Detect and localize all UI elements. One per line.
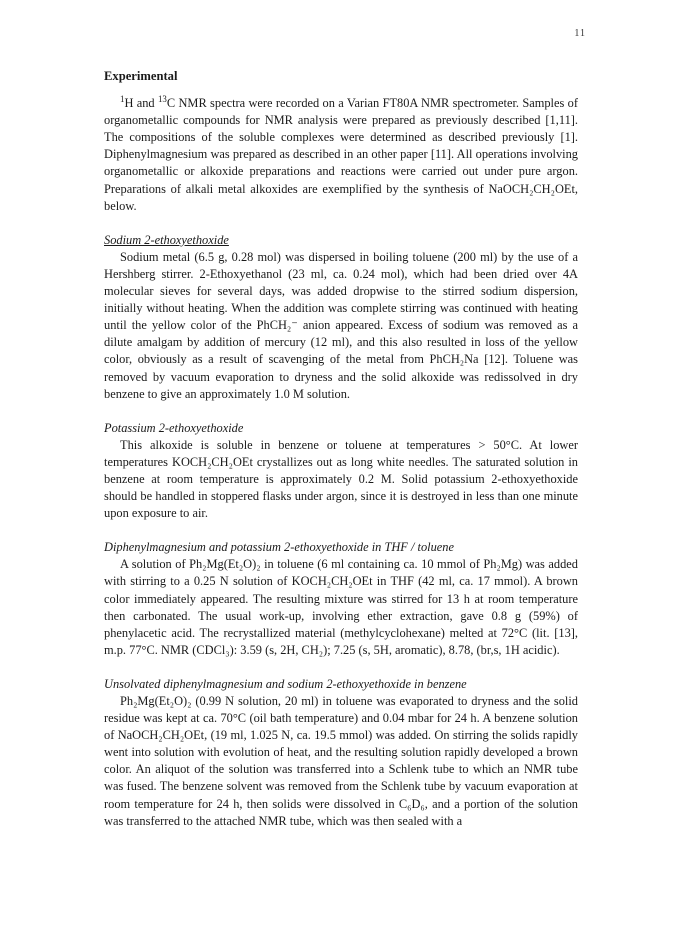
subsection-title-potassium: Potassium 2-ethoxyethoxide	[104, 420, 244, 435]
subsection-body-sodium: Sodium metal (6.5 g, 0.28 mol) was dispersed in boiling toluene (200 ml) by the use of a Hershberg stirrer. 2-Ethoxyethanol (23 ml, ca. 0.24 mol), which had been dried over 4A molecular sieves for several days, was added dropwise to the stirred sodium dispersion, initially without heating. When the addition was complete stirring was continued with heating until the yellow color of the PhCH₂⁻ anion appeared. Excess of sodium was removed as a dilute amalgam by addition of mercury (12 ml), and this also resulted in loss of the yellow color, obviously as a result of scavenging of the metal from PhCH₂Na [12]. Toluene was removed by vacuum evaporation to dryness and the solid alkoxide was redissolved in dry benzene to give an approximately 1.0 M solution.	[104, 249, 578, 401]
intro-paragraph	[104, 95, 578, 215]
subsection-body-potassium: This alkoxide is soluble in benzene or toluene at temperatures > 50°C. At lower temperatures KOCH₂CH₂OEt crystallizes out as long white needles. The saturated solution in benzene at room temperature is approximately 0.2 M. Solid potassium 2-ethoxyethoxide should be handled in stoppered flasks under argon, since it is destroyed in less than one minute upon exposure to air.	[104, 437, 578, 521]
intro-prefix-1: H and	[124, 96, 158, 111]
subsection-title-sodium: Sodium 2-ethoxyethoxide	[104, 232, 229, 247]
page-body	[104, 68, 578, 830]
subsection-title-thf-toluene: Diphenylmagnesium and potassium 2-ethoxyethoxide in THF / toluene	[104, 540, 454, 555]
superscript-13: 13	[157, 93, 167, 104]
subsection-title-benzene: Unsolvated diphenylmagnesium and sodium 2-ethoxyethoxide in benzene	[104, 676, 467, 691]
subsection-body-benzene: Ph₂Mg(Et₂O)₂ (0.99 N solution, 20 ml) in toluene was evaporated to dryness and the solid residue was kept at ca. 70°C (oil bath temperature) and 0.04 mbar for 24 h. A benzene solution of NaOCH₂CH₂OEt, (19 ml, 1.025 N, ca. 19.5 mmol) was added. On stirring the solids rapidly went into solution with evolution of heat, and the resulting solution rapidly developed a brown color. An aliquot of the solution was transferred into a Schlenk tube to which an NMR tube was fused. The benzene solvent was removed from the Schlenk tube by vacuum evaporation at room temperature for 24 h, then solids were dissolved in C₆D₆, and a portion of the solution was transferred to the attached NMR tube, which was then sealed with a	[104, 694, 578, 828]
intro-text: NMR spectra were recorded on a Varian FT80A NMR spectrometer. Samples of organometallic compounds for NMR analysis were prepared as previously described [1,11]. The compositions of the soluble complexes were determined as described previously [1]. Diphenylmagnesium was prepared as described in an other paper [11]. All operations involving organometallic or alkoxide preparations and reactions were carried out under pure argon. Preparations of alkali metal alkoxides are exemplified by the synthesis of NaOCH₂CH₂OEt, below.	[104, 96, 578, 213]
superscript-1: 1	[120, 93, 125, 104]
page-number: 11	[574, 28, 586, 39]
section-heading: Experimental	[104, 69, 178, 83]
subsection-body-thf-toluene: A solution of Ph₂Mg(Et₂O)₂ in toluene (6 ml containing ca. 10 mmol of Ph₂Mg) was added with stirring to a 0.25 N solution of KOCH₂CH₂OEt in THF (42 ml, ca. 17 mmol). A brown color immediately appeared. The resulting mixture was stirred for 13 h at room temperature then carbonated. The usual work-up, involving ether extraction, gave 0.8 g (59%) of phenylacetic acid. The recrystallized material (methylcyclohexane) melted at 72°C (lit. [13], m.p. 77°C. NMR (CDCl₃): 3.59 (s, 2H, CH₂); 7.25 (s, 5H, aromatic), 8.78, (br,s, 1H acidic).	[104, 557, 578, 657]
intro-prefix-2: C	[166, 96, 179, 111]
